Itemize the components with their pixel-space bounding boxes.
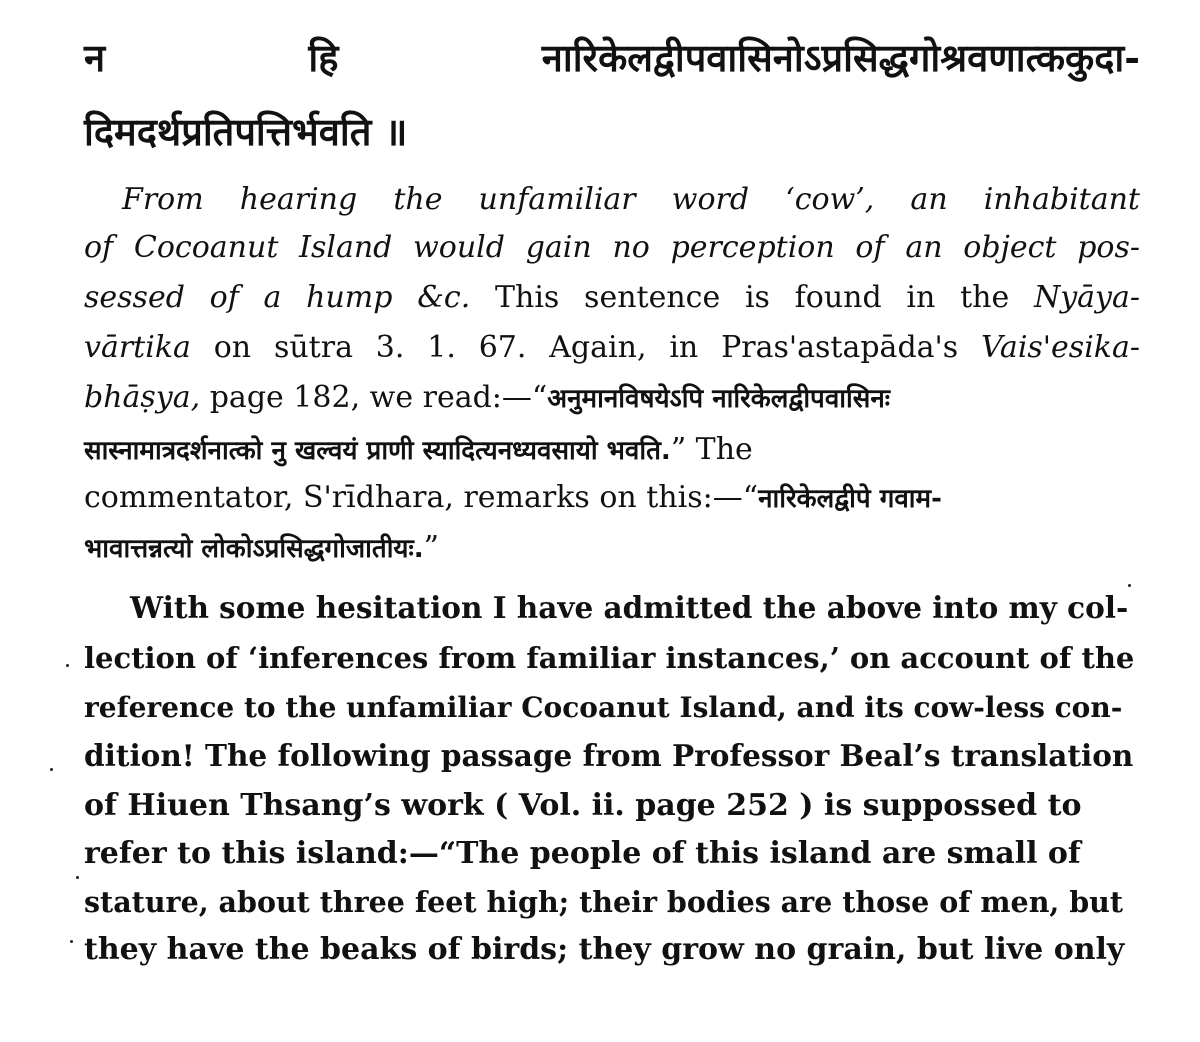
para2-line-1: With some hesitation I have admitted the above into my col-	[130, 590, 1129, 625]
para1-line8-sanskrit: भावात्तन्नत्यो लोकोऽप्रसिद्धगोजातीयः.	[84, 534, 424, 564]
para1-line-6	[84, 430, 1140, 471]
para1-line-4	[84, 328, 1140, 368]
para1-line3-italic-2: Nyāya-	[1033, 280, 1141, 315]
para2-line-2: lection of ‘inferences from familiar instances,’ on account of the	[84, 641, 1135, 675]
para1-line-3	[84, 278, 1140, 318]
para1-line4-italic-2: Vais'esika-	[981, 330, 1140, 365]
para2-line-6: refer to this island:—“The people of this island are small of	[84, 836, 1081, 871]
para2-line-7: stature, about three feet high; their bodies are those of men, but	[84, 885, 1124, 919]
para2-line-3: reference to the unfamiliar Cocoanut Island, and its cow-less con-	[84, 691, 1123, 724]
para1-line4-text: on sūtra 3. 1. 67. Again, in Pras'astapāda's	[190, 330, 982, 365]
para1-line4-italic: vārtika	[84, 330, 191, 365]
para1-line-2: of Cocoanut Island would gain no perception of an object pos-	[84, 230, 1140, 265]
para1-line6-sanskrit: सास्नामात्रदर्शनात्को नु खल्वयं प्राणी स्यादित्यनध्यवसायो भवति.	[84, 436, 671, 466]
para1-line-1: From hearing the unfamiliar word ‘cow’, an inhabitant	[122, 182, 1140, 217]
para1-line-5	[84, 378, 1140, 419]
scan-speck	[1128, 584, 1131, 587]
para1-line8-text: ”	[423, 530, 439, 565]
para1-line5-sanskrit: अनुमानविषयेऽपि नारिकेलद्वीपवासिनः	[547, 384, 891, 414]
para2-line-5: of Hiuen Thsang’s work ( Vol. ii. page 252 ) is suppossed to	[84, 788, 1082, 823]
para1-line3-text: This sentence is found in the	[470, 280, 1034, 315]
para1-line3-italic: sessed of a hump &c.	[84, 280, 471, 315]
para1-line5-text: page 182, we read:—“	[200, 380, 548, 415]
scan-speck	[66, 664, 69, 667]
para1-line6-text: ” The	[670, 432, 753, 467]
para2-line-4: dition! The following passage from Professor Beal’s translation	[84, 738, 1134, 773]
para1-line-7	[84, 478, 1140, 519]
para1-line-8	[84, 528, 1140, 569]
para1-line7-sanskrit: नारिकेलद्वीपे गवाम-	[758, 484, 942, 514]
scan-speck	[70, 940, 73, 943]
scan-speck	[76, 876, 79, 879]
para1-line7-text: commentator, S'rīdhara, remarks on this:—“	[84, 480, 759, 515]
sanskrit-heading-line-1: न हि नारिकेलद्वीपवासिनोऽप्रसिद्धगोश्रवणात्ककुदा-	[84, 35, 1140, 80]
para1-line5-italic: bhāṣya,	[84, 380, 201, 415]
para2-line-8: they have the beaks of birds; they grow no grain, but live only	[84, 932, 1125, 967]
scan-speck	[50, 768, 53, 771]
sanskrit-heading-line-2: दिमदर्थप्रतिपत्तिर्भवति ॥	[84, 109, 408, 154]
